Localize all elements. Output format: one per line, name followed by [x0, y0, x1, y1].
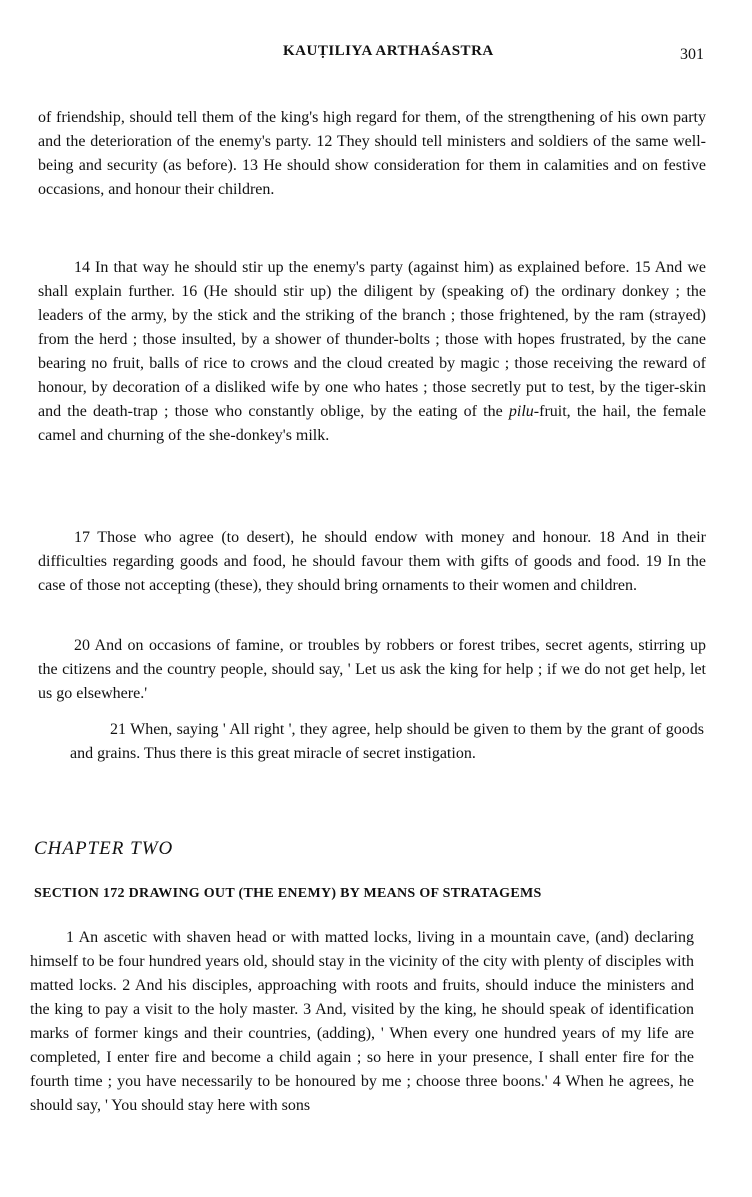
- chapter-title: CHAPTER TWO: [34, 838, 174, 859]
- chapter-body-paragraph: [30, 926, 694, 1118]
- paragraph-20: [38, 634, 706, 706]
- paragraph-text-part: 14 In that way he should stir up the enemy's party (against him) as explained before. 15 And we shall explain further. 16 (He should stir up) the diligent by (speaking of) the ordinary donkey ; the leaders of the army, by the stick and the striking of the branch ; those frightened, by the ram (strayed) from the herd ; those insulted, by a shower of thunder-bolts ; those with hopes frustrated, by the cane bearing no fruit, balls of rice to crows and the cloud created by magic ; those receiving the reward of honour, by decoration of a disliked wife by one who hates ; those secretly put to test, by the tiger-skin and the death-trap ; those who constantly oblige, by the eating of the: [38, 259, 706, 420]
- section-heading: SECTION 172 DRAWING OUT (THE ENEMY) BY MEANS OF STRATAGEMS: [34, 886, 542, 901]
- paragraph-17-19: [38, 526, 706, 598]
- paragraph-text: [38, 256, 706, 448]
- running-head: [0, 40, 752, 68]
- italic-term: pilu: [508, 403, 534, 420]
- paragraph-14-16: [38, 256, 706, 448]
- paragraph-continued: [38, 106, 706, 202]
- paragraph-text: 17 Those who agree (to desert), he should endow with money and honour. 18 And in their difficulties regarding goods and food, he should favour them with gifts of goods and food. 19 In the case of those not accepting (these), they should bring ornaments to their women and children.: [38, 529, 706, 594]
- paragraph-21: [70, 718, 704, 766]
- paragraph-text: 21 When, saying ' All right ', they agree, help should be given to them by the grant of goods and grains. Thus there is this great miracle of secret instigation.: [70, 721, 704, 762]
- paragraph-text-part: -fruit, the hail, the female camel and churning of the she-donkey's milk.: [38, 403, 707, 444]
- paragraph-text: 1 An ascetic with shaven head or with matted locks, living in a mountain cave, (and) declaring himself to be four hundred years old, should stay in the vicinity of the city with plenty of disciples with matted locks. 2 And his disciples, approaching with roots and fruits, should induce the ministers and the king to pay a visit to the holy master. 3 And, visited by the king, he should speak of identification marks of former kings and their countries, (adding), ' When every one hundred years of my life are completed, I enter fire and become a child again ; so here in your presence, I shall enter fire for the fourth time ; you have necessarily to be honoured by me ; choose three boons.' 4 When he agrees, he should say, ' You should stay here with sons: [30, 929, 694, 1114]
- running-title: KAUṬILIYA ARTHAŚASTRA: [283, 43, 494, 59]
- paragraph-text: 20 And on occasions of famine, or troubles by robbers or forest tribes, secret agents, stirring up the citizens and the country people, should say, ' Let us ask the king for help ; if we do not get help, let us go elsewhere.': [38, 637, 706, 702]
- paragraph-text: of friendship, should tell them of the king's high regard for them, of the strengthening of his own party and the deterioration of the enemy's party. 12 They should tell ministers and soldiers of the same well-being and security (as before). 13 He should show consideration for them in calamities and on festive occasions, and honour their children.: [38, 109, 706, 198]
- page-number: 301: [680, 46, 704, 63]
